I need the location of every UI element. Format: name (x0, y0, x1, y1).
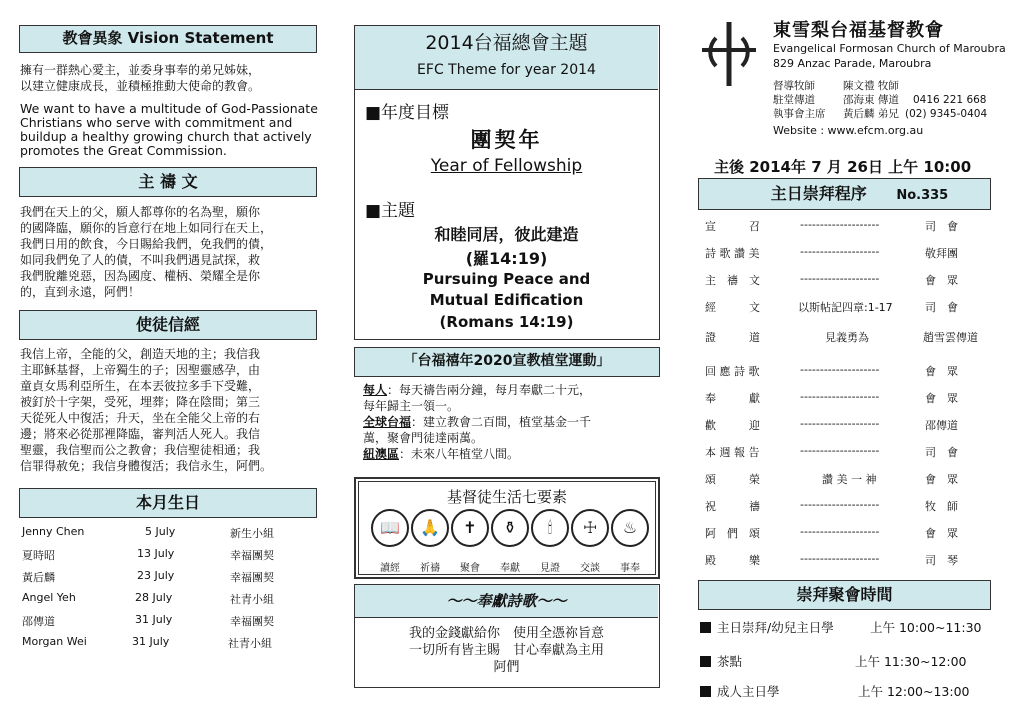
order-detail: -------------------- (800, 272, 880, 285)
order-title: 主日崇拜程序 (770, 184, 867, 203)
birthday-date: 5 July (145, 525, 176, 538)
vision-zh (20, 62, 320, 94)
church-website[interactable]: Website : www.efcm.org.au (773, 124, 924, 137)
church-name-en: Evangelical Formosan Church of Maroubra (773, 42, 1006, 55)
birthday-list (22, 525, 322, 655)
staff-phone: 0416 221 668 (913, 94, 987, 106)
order-person: 敬拜團 (925, 247, 958, 260)
order-person: 邵傳道 (925, 419, 958, 432)
order-person: 會 眾 (925, 392, 958, 405)
vision-en-line: buildup a healthy growing church that actively (20, 129, 312, 144)
creed-line: 主耶穌基督，上帝獨生的子；因聖靈感孕，由 (20, 363, 261, 377)
offering-icon: ⚱ (491, 509, 529, 547)
campaign-line-text: ：每天禱告兩分鐘，每月奉獻二十元， (387, 383, 592, 397)
order-item: 詩 歌 讚 美 (705, 247, 760, 260)
order-person: 司 會 (925, 446, 958, 459)
prayer-line: 的國降臨，願你的旨意行在地上如同行在天上， (20, 221, 273, 235)
birthday-name: 邵傳道 (22, 615, 55, 628)
vision-en-line: We want to have a multitude of God-Passionate (20, 101, 318, 116)
order-person: 司 會 (925, 301, 958, 314)
order-item: 祝 禱 (705, 500, 760, 513)
order-number: No.335 (896, 188, 949, 203)
annual-goal-label: ■年度目標 (365, 103, 450, 123)
order-detail: -------------------- (800, 525, 880, 538)
order-detail: -------------------- (800, 218, 880, 231)
element-label: 讀經 (380, 563, 400, 574)
time-row (700, 618, 1000, 636)
creed-line: 信罪得赦免；我信身體復活；我信永生，阿們。 (20, 459, 273, 473)
annual-goal-zh: 團契年 (470, 128, 543, 152)
staff-name: 陳文禮 牧師 (843, 80, 899, 92)
vision-en-line: promotes the Great Commission. (20, 143, 227, 158)
campaign-line (363, 414, 658, 430)
vision-header: 教會異象 Vision Statement (19, 25, 317, 53)
element-label: 聚會 (460, 563, 480, 574)
prayer-header: 主 禱 文 (19, 167, 317, 197)
birthday-group: 幸福團契 (230, 571, 274, 584)
birthday-date: 28 July (135, 591, 173, 604)
vision-zh-line: 擁有一群熱心愛主，並委身事奉的弟兄姊妹， (20, 63, 261, 77)
order-person: 會 眾 (925, 527, 958, 540)
vision-en-line: Christians who serve with commitment and (20, 115, 293, 130)
creed-header: 使徒信經 (19, 310, 317, 340)
time-value: 上午 10:00~11:30 (870, 620, 982, 635)
fellowship-icon: ☩ (571, 509, 609, 547)
lords-prayer (20, 204, 320, 300)
hymn-header: ～～奉獻詩歌～～ (355, 585, 658, 618)
campaign-label: 全球台福 (363, 415, 412, 429)
time-value: 上午 11:30~12:00 (855, 654, 967, 669)
topic-en-2: Mutual Edification (429, 291, 584, 309)
creed-line: 被釘於十字架，受死，埋葬；降在陰間；第三 (20, 395, 261, 409)
staff-row (773, 79, 1023, 93)
creed-line: 童貞女馬利亞所生，在本丟彼拉多手下受難， (20, 379, 261, 393)
service-date: 主後 2014年 7 月 26日 上午 10:00 (714, 158, 972, 176)
hymn-box (354, 584, 660, 688)
topic-en-1: Pursuing Peace and (422, 270, 591, 288)
theme-title-band (355, 26, 658, 90)
order-detail: 見義勇為 (825, 331, 869, 344)
hymn-line: 我的金錢獻給你 使用全憑祢旨意 (408, 626, 604, 641)
time-name: 茶點 (717, 654, 743, 669)
staff-name: 邵海東 傳道 (843, 94, 899, 106)
birthday-name: Jenny Chen (22, 525, 85, 538)
hymn-line: 一切所有皆主賜 甘心奉獻為主用 (408, 643, 604, 658)
birthday-date: 23 July (137, 569, 175, 582)
prayer-line: 我們脫離兇惡，因為國度、權柄、榮耀全是你 (20, 269, 261, 283)
staff-name: 黃后麟 弟兄 (843, 108, 899, 120)
staff-row (773, 93, 1023, 107)
order-detail: 以斯帖記四章:1-17 (798, 301, 893, 314)
order-detail: -------------------- (800, 444, 880, 457)
birthday-group: 社青小組 (230, 593, 274, 606)
staff-phone: (02) 9345-0404 (905, 108, 988, 120)
birthday-group: 社青小組 (228, 637, 272, 650)
staff-role: 駐堂傳道 (773, 94, 815, 106)
order-detail: -------------------- (800, 245, 880, 258)
order-person: 會 眾 (925, 274, 958, 287)
element-label: 交談 (580, 563, 600, 574)
prayer-icon: 🙏 (411, 509, 449, 547)
order-item: 頌 榮 (705, 473, 760, 486)
annual-goal-en: Year of Fellowship (430, 156, 583, 176)
apostles-creed (20, 346, 330, 474)
birthday-name: 黃后麟 (22, 571, 55, 584)
order-detail: -------------------- (800, 498, 880, 511)
prayer-line: 如同我們免了人的債，不叫我們遇見試探，救 (20, 253, 261, 267)
staff-role: 督導牧師 (773, 80, 815, 92)
campaign-line (363, 430, 658, 446)
order-person: 司 會 (925, 220, 958, 233)
creed-line: 邊；將來必從那裡降臨，審判活人死人。我信 (20, 427, 261, 441)
campaign-line-text: 每年歸主一領一。 (363, 399, 460, 413)
church-name-zh: 東雪梨台福基督教會 (773, 20, 944, 41)
time-row (700, 682, 1000, 700)
campaign-line-text: ：建立教會二百間，植堂基金一千 (411, 415, 592, 429)
order-item: 奉 獻 (705, 392, 760, 405)
order-item: 主 禱 文 (705, 274, 760, 287)
hymn-line: 阿們 (493, 660, 520, 675)
birthday-date: 31 July (135, 613, 173, 626)
birthday-header: 本月生日 (19, 488, 317, 518)
church-logo (694, 18, 764, 88)
seven-elements-icons (370, 509, 660, 547)
order-of-service (705, 218, 995, 567)
birthday-name: 夏時昭 (22, 549, 55, 562)
birthday-date: 31 July (132, 635, 170, 648)
order-detail: -------------------- (800, 417, 880, 430)
order-detail: -------------------- (800, 552, 880, 565)
time-value: 上午 12:00~13:00 (858, 684, 970, 699)
order-item: 宣 召 (705, 220, 760, 233)
order-item: 歡 迎 (705, 419, 760, 432)
order-item: 殿 樂 (705, 554, 760, 567)
creed-line: 我信上帝，全能的父，創造天地的主；我信我 (20, 347, 261, 361)
campaign-label: 紐澳區 (363, 447, 400, 461)
creed-line: 聖靈，我信聖而公之教會；我信聖徒相通；我 (20, 443, 261, 457)
bullet-square-icon (700, 686, 711, 697)
theme-subtitle: EFC Theme for year 2014 (417, 62, 596, 78)
order-person: 司 琴 (925, 554, 958, 567)
order-person: 牧 師 (925, 500, 958, 513)
birthday-group: 幸福團契 (230, 549, 274, 562)
cross-logo-icon (694, 18, 764, 88)
gathering-icon: ✝ (451, 509, 489, 547)
campaign-label: 每人 (363, 383, 388, 397)
order-header (698, 178, 991, 210)
staff-role: 執事會主席 (773, 108, 826, 120)
church-address: 829 Anzac Parade, Maroubra (773, 57, 932, 70)
birthday-group: 幸福團契 (230, 615, 274, 628)
bible-reading-icon: 📖 (371, 509, 409, 547)
time-row (700, 652, 1000, 670)
vision-zh-line: 以建立健康成長，並積極推動大使命的教會。 (20, 79, 261, 93)
order-item: 回 應 詩 歌 (705, 365, 760, 378)
campaign-line (363, 398, 658, 414)
order-person: 趙雪雲傳道 (923, 331, 978, 344)
birthday-name: Morgan Wei (22, 635, 87, 648)
order-person: 會 眾 (925, 473, 958, 486)
topic-zh: 和睦同居，彼此建造 (434, 225, 579, 244)
staff-list (773, 79, 1023, 121)
times-header: 崇拜聚會時間 (698, 580, 991, 610)
order-detail: -------------------- (800, 390, 880, 403)
staff-row (773, 107, 1023, 121)
seven-elements-box (354, 477, 660, 579)
order-item: 經 文 (705, 301, 760, 314)
birthday-date: 13 July (137, 547, 175, 560)
theme-box (354, 25, 660, 340)
campaign-header: 「台福禧年2020宣教植堂運動」 (354, 347, 660, 377)
prayer-line: 我們日用的飲食，今日賜給我們，免我們的債， (20, 237, 273, 251)
element-label: 事奉 (620, 563, 640, 574)
birthday-name: Angel Yeh (22, 591, 76, 604)
campaign-line-text: 萬，聚會門徒達兩萬。 (363, 431, 484, 445)
campaign-line (363, 382, 658, 398)
element-label: 奉獻 (500, 563, 520, 574)
prayer-line: 我們在天上的父，願人都尊你的名為聖，願你 (20, 205, 261, 219)
order-item: 阿 們 頌 (705, 527, 760, 540)
theme-title: 2014台福總會主題 (425, 32, 588, 54)
birthday-group: 新生小組 (230, 527, 274, 540)
bullet-square-icon (700, 656, 711, 667)
order-item: 證 道 (705, 331, 760, 344)
candle-icon: 🕯 (531, 509, 569, 547)
seven-elements-title: 基督徒生活七要素 (446, 488, 567, 506)
order-person: 會 眾 (925, 365, 958, 378)
campaign-line (363, 446, 658, 462)
element-label: 祈禱 (420, 563, 440, 574)
order-detail: 讚 美 一 神 (822, 473, 877, 486)
topic-ref-zh: (羅14:19) (465, 249, 548, 268)
campaign-text (363, 382, 658, 462)
hymn-lines (355, 625, 658, 676)
creed-line: 天從死人中復活；升天，坐在全能父上帝的右 (20, 411, 261, 425)
vision-en (20, 102, 325, 158)
service-icon: ♨ (611, 509, 649, 547)
order-detail: -------------------- (800, 363, 880, 376)
element-label: 見證 (540, 563, 560, 574)
prayer-line: 的，直到永遠，阿們！ (20, 285, 141, 299)
campaign-line-text: ：未來八年植堂八間。 (399, 447, 520, 461)
topic-ref-en: (Romans 14:19) (439, 313, 574, 331)
seven-elements-labels (370, 559, 660, 574)
topic-label: ■主題 (365, 201, 416, 221)
time-name: 主日崇拜/幼兒主日學 (717, 620, 834, 635)
order-item: 本 週 報 告 (705, 446, 760, 459)
bullet-square-icon (700, 622, 711, 633)
time-name: 成人主日學 (717, 684, 780, 699)
